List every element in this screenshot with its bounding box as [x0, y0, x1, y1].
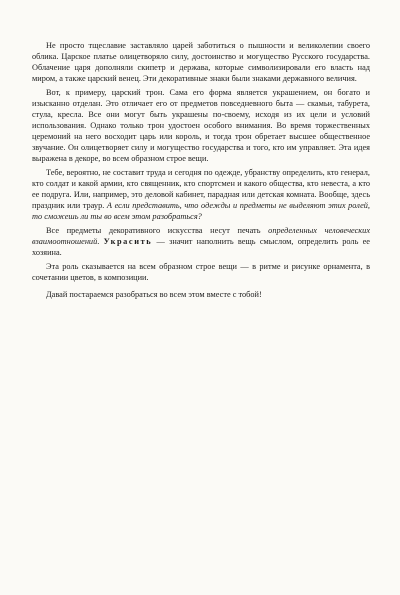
- paragraph-4-italic-phrase: определенных человеческих взаимоотношений: [32, 226, 371, 246]
- paragraph-4-text-start: Все предметы декоративного искусства несут печать: [46, 226, 269, 235]
- paragraph-3-text: Тебе, вероятно, не составит труда и сегодня по одежде, убранству определить, кто генерал, кто солдат и какой армии, кто священник, кто спортсмен и какого общества, кто невеста, а кто ее подруга. Или, например, это деловой кабинет, парадная или детская комната. Вообще, здесь праздник или траур.: [32, 168, 370, 210]
- paragraph-6-text: Давай постараемся разобраться во всем этом вместе с тобой!: [46, 290, 262, 299]
- paragraph-5: [32, 261, 370, 283]
- paragraph-4: [32, 225, 370, 258]
- paragraph-3-italic-question: А если представить, что одежды и предметы не выделяют этих ролей, то сможешь ли ты во всем этом разобраться?: [32, 201, 370, 221]
- paragraph-1: [32, 40, 370, 84]
- paragraph-4-spaced-word: Украсить: [103, 237, 153, 246]
- paragraph-5-text: Эта роль сказывается на всем образном строе вещи — в ритме и рисунке орнамента, в сочетании цветов, в композиции.: [32, 262, 370, 282]
- paragraph-2: [32, 87, 370, 164]
- paragraph-4-period: .: [97, 237, 104, 246]
- paragraph-4-text-end: — значит наполнить вещь смыслом, определить роль ее хозяина.: [32, 237, 370, 257]
- paragraph-1-text: Не просто тщеславие заставляло царей заботиться о пышности и великолепии своего облика. Царское платье олицетворяло силу, достоинство и могущество Русского государства. Облачение царя дополняли скипетр и держава, которые символизировали его власть над миром, а также царский венец. Эти декоративные знаки были знаками державного величия.: [32, 41, 370, 83]
- paragraph-3: [32, 167, 370, 222]
- paragraph-6: [32, 289, 370, 300]
- paragraph-2-text: Вот, к примеру, царский трон. Сама его форма является украшением, он богато и изысканно отделан. Это отличает его от предметов повседневного быта — скамьи, табурета, стула, кресла. Все они могут быть украшены по-своему, исходя из их цели и условий использования. Однако только трон удостоен особого внимания. Во время торжественных церемоний на него восходит царь или король, и тогда трон обретает высшее общественное звучание. Он олицетворяет силу и могущество государства и того, кто им управляет. Эта идея выражена в декоре, во всем образном строе вещи.: [32, 88, 370, 163]
